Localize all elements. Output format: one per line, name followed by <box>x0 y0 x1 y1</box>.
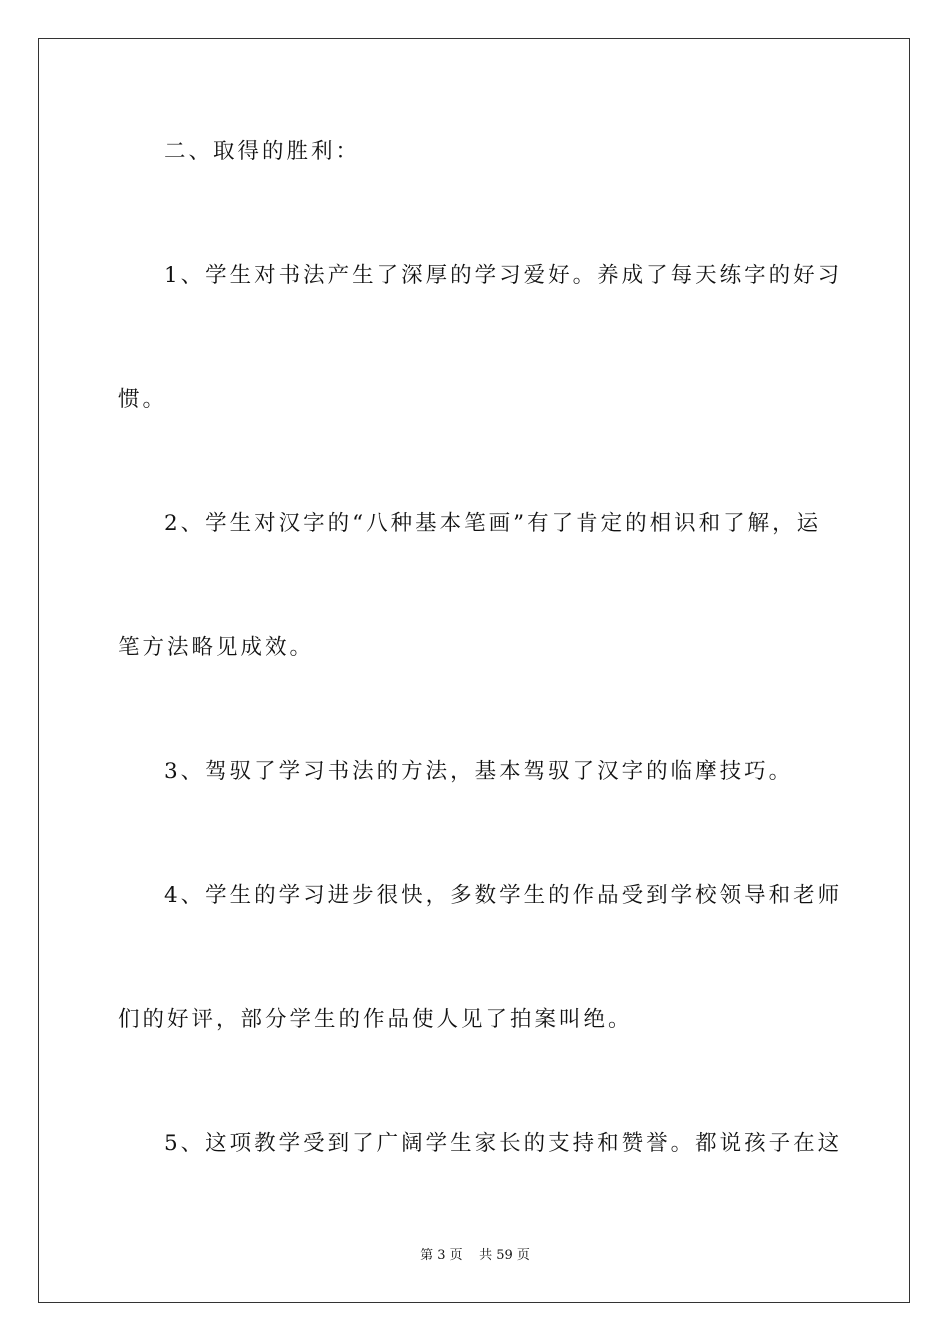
paragraph-line: 惯。 <box>118 387 168 412</box>
section-heading: 二、取得的胜利： <box>164 139 361 164</box>
page-number: 第 3 页 共 59 页 <box>420 1248 530 1263</box>
page-border <box>38 38 910 1303</box>
paragraph-line: 1、学生对书法产生了深厚的学习爱好。养成了每天练字的好习 <box>164 263 843 288</box>
paragraph-line: 5、这项教学受到了广阔学生家长的支持和赞誉。都说孩子在这 <box>164 1131 843 1156</box>
paragraph-line: 们的好评，部分学生的作品使人见了拍案叫绝。 <box>118 1007 633 1032</box>
paragraph-line: 2、学生对汉字的“八种基本笔画”有了肯定的相识和了解，运 <box>164 511 822 536</box>
paragraph-line: 3、驾驭了学习书法的方法，基本驾驭了汉字的临摩技巧。 <box>164 759 794 784</box>
paragraph-line: 笔方法略见成效。 <box>118 635 315 660</box>
paragraph-line: 4、学生的学习进步很快，多数学生的作品受到学校领导和老师 <box>164 883 843 908</box>
